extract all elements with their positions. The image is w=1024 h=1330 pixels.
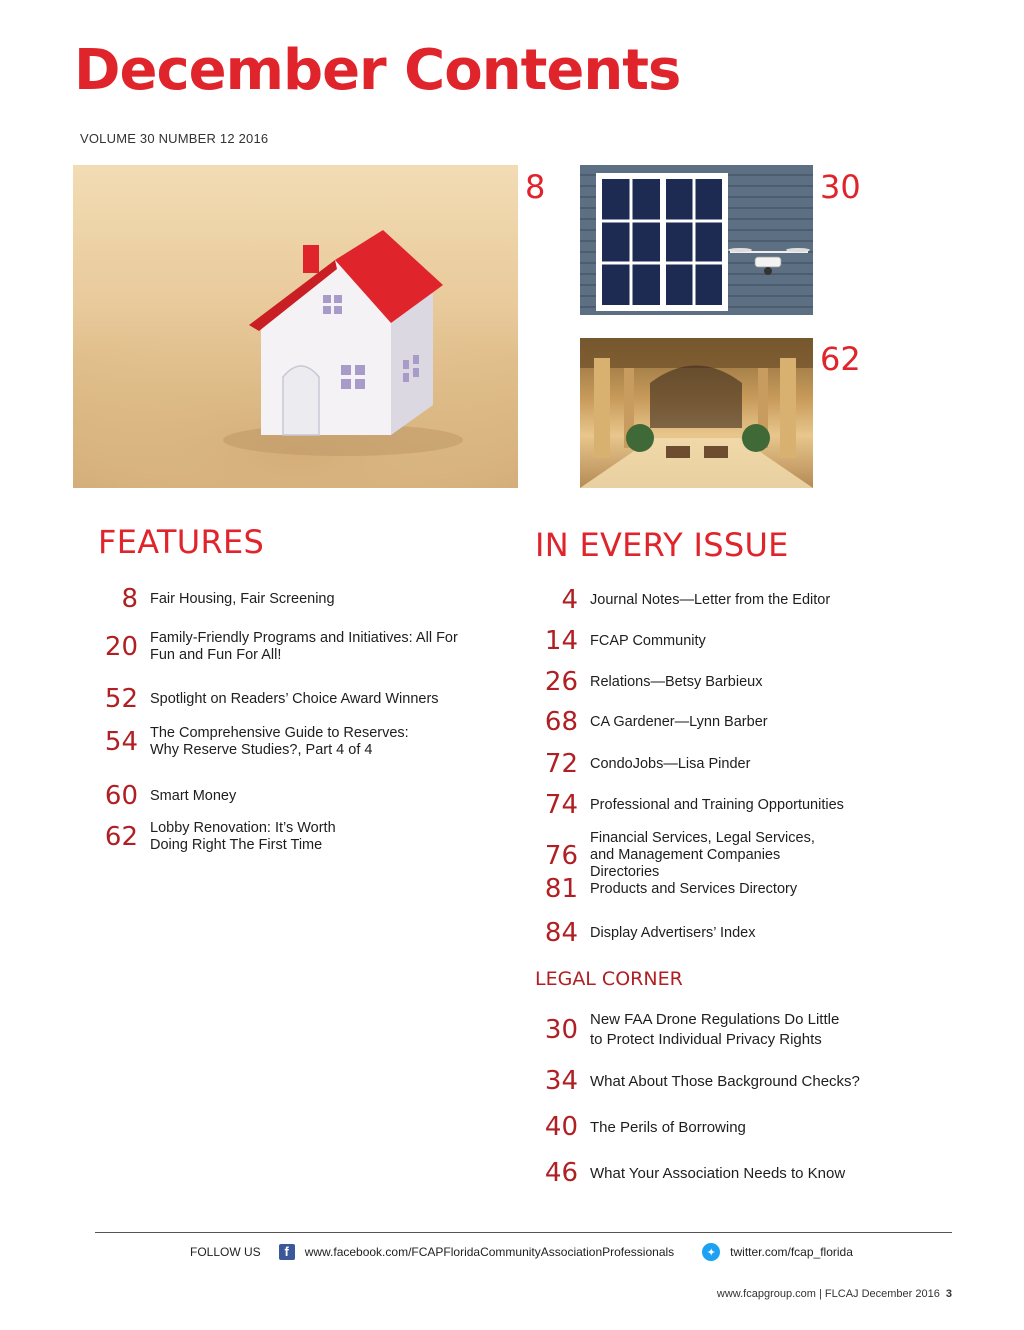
legal-page: 34 (544, 1066, 578, 1096)
issue-item[interactable] (530, 707, 890, 737)
page-folio (717, 1288, 952, 1300)
lobby-illustration (580, 338, 813, 488)
issue-title: Display Advertisers’ Index (590, 924, 756, 941)
feature-item[interactable] (90, 781, 500, 811)
folio-text: www.fcapgroup.com | FLCAJ December 2016 (716, 1288, 940, 1300)
legal-item[interactable] (530, 1158, 890, 1188)
issue-item[interactable] (530, 585, 890, 615)
feature-item[interactable] (90, 725, 500, 759)
twitter-icon[interactable]: ✦ (702, 1243, 720, 1261)
legal-item[interactable] (530, 1066, 890, 1096)
issue-page: 4 (561, 585, 578, 615)
feature-item[interactable] (90, 630, 490, 664)
issue-item[interactable] (530, 626, 890, 656)
feature-title: Spotlight on Readers’ Choice Award Winners (150, 690, 439, 707)
issue-page: 74 (544, 790, 578, 820)
issue-title: Products and Services Directory (590, 880, 798, 897)
issue-title: Professional and Training Opportunities (590, 796, 844, 813)
window-illustration (580, 165, 813, 315)
feature-page: 54 (104, 727, 138, 757)
issue-page: 68 (544, 707, 578, 737)
issue-title: Relations—Betsy Barbieux (590, 673, 763, 690)
issue-page: 76 (544, 840, 578, 871)
features-heading: FEATURES (98, 523, 265, 561)
every-issue-heading: IN EVERY ISSUE (535, 526, 789, 564)
issue-page: 84 (544, 918, 578, 948)
social-footer (190, 1243, 853, 1261)
legal-title: New FAA Drone Regulations Do Little to Protect Individual Privacy Rights (590, 1011, 840, 1048)
feature-title: The Comprehensive Guide to Reserves: Why Reserve Studies?, Part 4 of 4 (150, 725, 409, 758)
issue-item[interactable] (530, 874, 890, 904)
issue-page: 26 (544, 667, 578, 697)
issue-page: 14 (544, 626, 578, 656)
feature-title: Family-Friendly Programs and Initiatives: All For Fun and Fun For All! (150, 630, 458, 663)
feature-page: 20 (104, 632, 138, 662)
issue-page: 81 (544, 874, 578, 904)
issue-item[interactable] (530, 918, 890, 948)
page-title: December Contents (74, 38, 681, 103)
house-photo (73, 165, 518, 488)
legal-item[interactable] (530, 1112, 890, 1142)
legal-page: 40 (544, 1112, 578, 1142)
feature-item[interactable] (90, 684, 500, 714)
issue-title: CA Gardener—Lynn Barber (590, 713, 768, 730)
twitter-link[interactable]: twitter.com/fcap_florida (730, 1245, 853, 1259)
issue-title: CondoJobs—Lisa Pinder (590, 755, 751, 772)
feature-title: Smart Money (150, 787, 237, 804)
issue-title: FCAP Community (590, 632, 706, 649)
feature-title: Fair Housing, Fair Screening (150, 590, 335, 607)
footer-divider (95, 1232, 952, 1233)
page-number: 3 (945, 1288, 952, 1300)
volume-line: VOLUME 30 NUMBER 12 2016 (80, 131, 269, 146)
feature-page: 8 (121, 584, 138, 614)
house-illustration (73, 165, 518, 488)
feature-item[interactable] (90, 820, 500, 854)
issue-item[interactable] (530, 749, 890, 779)
legal-title: The Perils of Borrowing (590, 1118, 746, 1136)
issue-item[interactable] (530, 790, 890, 820)
feature-page: 62 (104, 822, 138, 852)
issue-title: Journal Notes—Letter from the Editor (590, 591, 831, 608)
feature-title: Lobby Renovation: It’s Worth Doing Right The First Time (150, 820, 336, 853)
lobby-photo (580, 338, 813, 488)
issue-item[interactable] (530, 667, 890, 697)
facebook-link[interactable]: www.facebook.com/FCAPFloridaCommunityAssociationProfessionals (304, 1245, 675, 1259)
photo-number-lobby: 62 (820, 340, 861, 378)
issue-title: Financial Services, Legal Services, and Management Companies Directories (590, 830, 815, 880)
feature-item[interactable] (90, 584, 500, 614)
feature-page: 52 (104, 684, 138, 714)
issue-page: 72 (544, 749, 578, 779)
legal-page: 46 (544, 1158, 578, 1188)
photo-number-window: 30 (820, 168, 861, 206)
photo-number-house: 8 (525, 168, 546, 206)
legal-page: 30 (544, 1015, 578, 1045)
feature-page: 60 (104, 781, 138, 811)
facebook-icon[interactable]: f (279, 1244, 295, 1260)
legal-title: What Your Association Needs to Know (590, 1164, 846, 1182)
legal-corner-heading: LEGAL CORNER (535, 968, 683, 990)
follow-label: FOLLOW US (190, 1245, 261, 1259)
legal-title: What About Those Background Checks? (590, 1072, 860, 1090)
legal-item[interactable] (530, 1010, 890, 1050)
window-photo (580, 165, 813, 315)
